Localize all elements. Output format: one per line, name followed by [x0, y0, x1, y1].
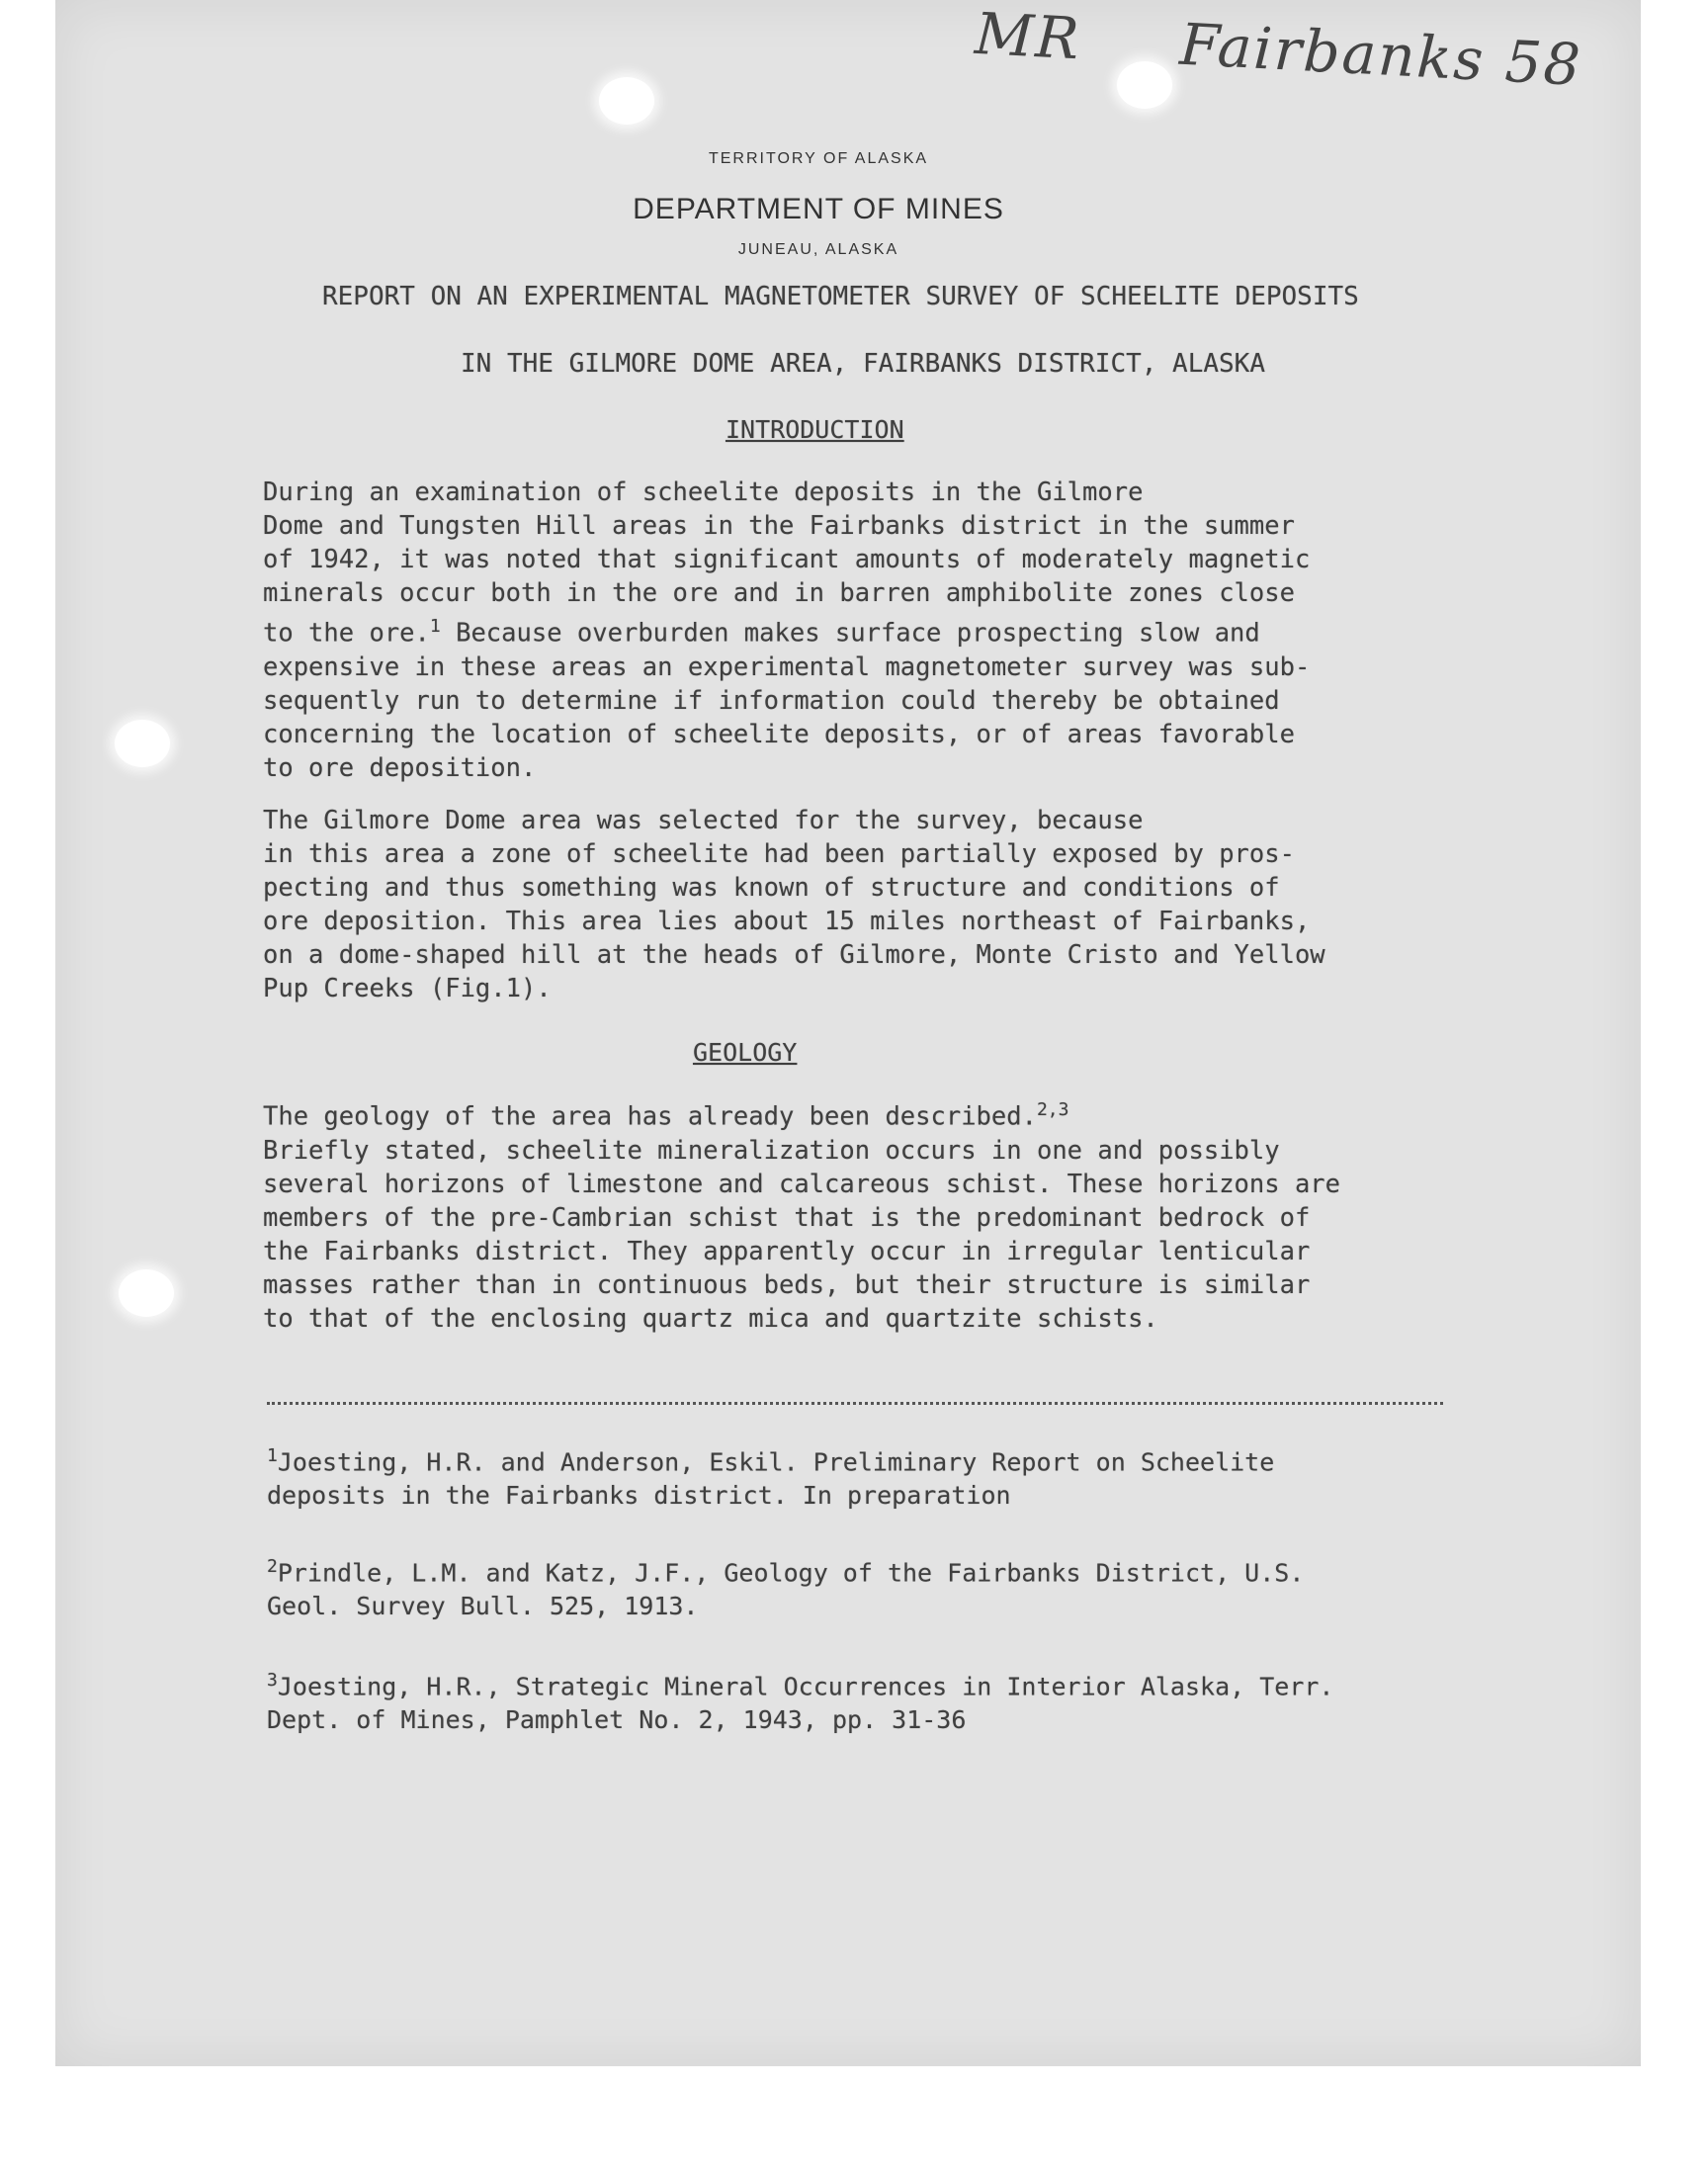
footnote-1-text: Joesting, H.R. and Anderson, Eskil. Preliminary Report on Scheelite deposits in the Fairbanks district. In preparation [267, 1447, 1275, 1511]
document-page [55, 0, 1641, 2066]
footnote-mark-3: 3 [267, 1670, 278, 1691]
footnote-2-text: Prindle, L.M. and Katz, J.F., Geology of the Fairbanks District, U.S. Geol. Survey Bull. 525, 1913. [267, 1558, 1305, 1621]
letterhead-city: JUNEAU, ALASKA [737, 241, 899, 258]
footnote-1 [267, 1439, 1453, 1513]
letterhead-department: DEPARTMENT OF MINES [633, 193, 1004, 225]
intro-p1-text-a: During an examination of scheelite deposits in the Gilmore Dome and Tungsten Hill areas in the Fairbanks district in the summer of 1942, it was noted that significant amounts of moderately magnetic minerals occur both in the ore and in barren amphibolite zones close to the ore. [263, 478, 1311, 649]
footnote-mark-2: 2 [267, 1556, 278, 1577]
punch-hole-left-middle [115, 720, 170, 767]
report-title-line-2: IN THE GILMORE DOME AREA, FAIRBANKS DISTRICT, ALASKA [461, 349, 1265, 379]
geology-paragraph [263, 1093, 1400, 1336]
footnote-ref-2-3: 2,3 [1036, 1099, 1069, 1120]
geology-heading: GEOLOGY [693, 1038, 798, 1067]
introduction-heading: INTRODUCTION [726, 415, 904, 444]
punch-hole-left-lower [119, 1269, 174, 1317]
footnote-3-text: Joesting, H.R., Strategic Mineral Occurrences in Interior Alaska, Terr. Dept. of Mines, Pamphlet No. 2, 1943, pp. 31-36 [267, 1672, 1334, 1735]
handwritten-file-note: Fairbanks 58 [1177, 10, 1584, 99]
introduction-paragraph-1 [263, 476, 1400, 785]
handwritten-initials: MR [973, 0, 1083, 73]
introduction-paragraph-2: The Gilmore Dome area was selected for the survey, because in this area a zone of scheelite had been partially exposed by pros- pecting and thus something was known of structure and conditions of ore deposition. This area lies about 15 miles northeast of Fairbanks, on a dome-shaped hill at the heads of Gilmore, Monte Cristo and Yellow Pup Creeks (Fig.1). [263, 806, 1325, 1003]
footnote-2 [267, 1550, 1453, 1623]
punch-hole-top-left [599, 77, 654, 125]
geo-p1-text-b: Briefly stated, scheelite mineralization occurs in one and possibly several horizons of limestone and calcareous schist. These horizons are members of the pre-Cambrian schist that is the predominant bedrock of the Fairbanks district. They apparently occur in irregular lenticular masses rather than in continuous beds, but their structure is similar to that of the enclosing quartz mica and quartzite schists. [263, 1135, 1341, 1334]
footnote-mark-1: 1 [267, 1445, 278, 1466]
footnote-divider [267, 1402, 1443, 1405]
handwritten-annotation [974, 0, 1641, 103]
geo-p1-text-a: The geology of the area has already been described. [263, 1101, 1037, 1132]
footnote-3 [267, 1664, 1453, 1737]
report-title-line-1: REPORT ON AN EXPERIMENTAL MAGNETOMETER SURVEY OF SCHEELITE DEPOSITS [322, 282, 1359, 311]
intro-p1-text-b: Because overburden makes surface prospecting slow and expensive in these areas an experimental magnetometer survey was sub- sequently run to determine if information could thereby be obtained concerning the location of scheelite deposits, or of areas favorable to ore deposition. [263, 618, 1311, 783]
footnote-ref-1: 1 [429, 616, 441, 637]
letterhead-territory: TERRITORY OF ALASKA [708, 150, 929, 167]
